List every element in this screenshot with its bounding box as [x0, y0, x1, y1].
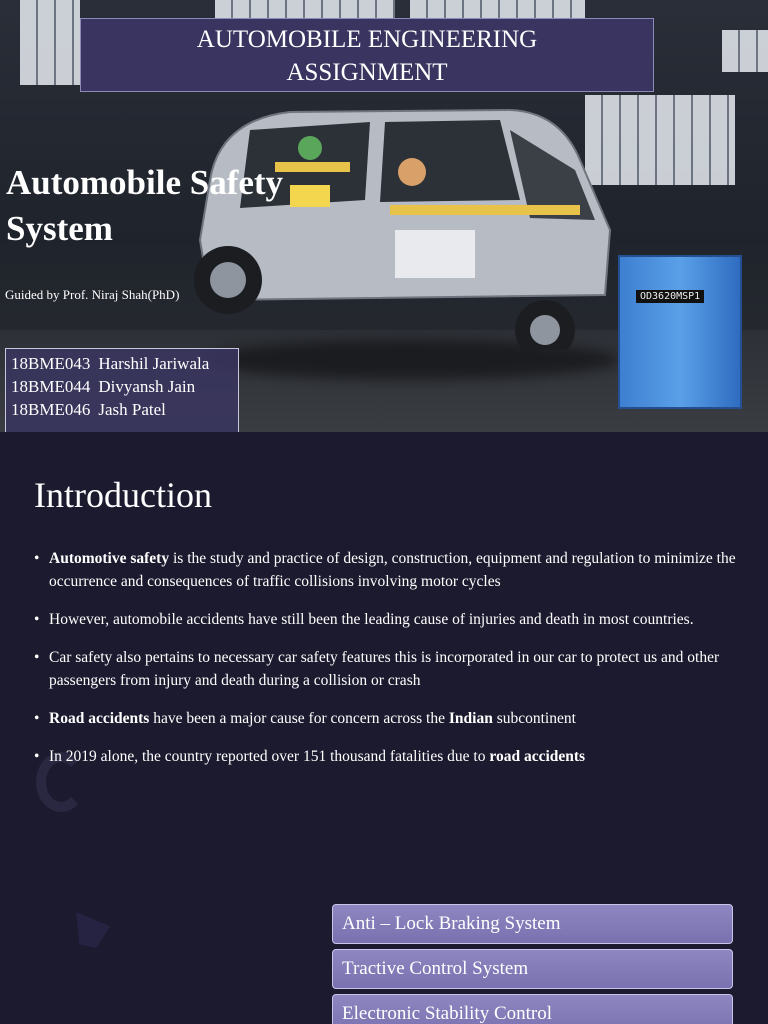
- bullet-text: Car safety also pertains to necessary car safety features this is incorporated in our car to protect us and other passengers from injury and death during a collision or crash: [49, 649, 720, 689]
- bullet-text: subcontinent: [492, 710, 576, 727]
- studio-lights: [215, 0, 395, 18]
- member-id: 18BME046: [11, 400, 91, 419]
- member-row: [11, 398, 233, 421]
- assignment-title-line2: ASSIGNMENT: [286, 59, 448, 86]
- assignment-title-box: [80, 18, 654, 92]
- bullet-text: However, automobile accidents have still been the leading cause of injuries and death in most countries.: [49, 611, 694, 628]
- feature-abs: Anti – Lock Braking System: [332, 904, 733, 944]
- bullet-bold-text: Road accidents: [49, 710, 150, 727]
- team-members-box: [5, 348, 239, 432]
- introduction-heading: Introduction: [34, 475, 212, 515]
- bullet-item: [34, 745, 739, 768]
- studio-lights: [20, 0, 80, 85]
- studio-lights: [722, 30, 768, 72]
- member-name: Jash Patel: [98, 400, 166, 419]
- bullet-text: is the study and practice of design, construction, equipment and regulation to minimize the occurrence and consequences of traffic collisions involving motor cycles: [49, 550, 736, 590]
- bullet-text: have been a major cause for concern across the: [149, 710, 449, 727]
- member-name: Harshil Jariwala: [98, 354, 210, 373]
- assignment-title-line1: AUTOMOBILE ENGINEERING: [196, 26, 538, 53]
- introduction-bullets: [34, 547, 739, 783]
- main-title-line2: System: [6, 209, 113, 248]
- feature-traction-control: Tractive Control System: [332, 949, 733, 989]
- barrier-tag: OD3620MSP1: [636, 290, 704, 303]
- introduction-slide: [0, 432, 768, 1024]
- bullet-item: [34, 608, 739, 631]
- bullet-item: [34, 646, 739, 692]
- feature-stability-control: Electronic Stability Control: [332, 994, 733, 1024]
- member-id: 18BME043: [11, 354, 91, 373]
- decorative-shape: [76, 912, 110, 948]
- crash-barrier: [618, 255, 742, 409]
- bullet-item: [34, 707, 739, 730]
- member-name: Divyansh Jain: [98, 377, 196, 396]
- bullet-bold-text: Automotive safety: [49, 550, 170, 567]
- title-slide: [0, 0, 768, 432]
- guided-by-text: Guided by Prof. Niraj Shah(PhD): [5, 287, 180, 302]
- member-id: 18BME044: [11, 377, 91, 396]
- bullet-item: [34, 547, 739, 593]
- bullet-bold-text: road accidents: [489, 748, 586, 765]
- studio-lights: [410, 0, 585, 18]
- member-row: [11, 375, 233, 398]
- bullet-bold-text: Indian: [448, 710, 493, 727]
- bullet-text: In 2019 alone, the country reported over 151 thousand fatalities due to: [49, 748, 490, 765]
- main-title-line1: Automobile Safety: [6, 163, 284, 202]
- member-row: [11, 352, 233, 375]
- main-title: [6, 160, 326, 252]
